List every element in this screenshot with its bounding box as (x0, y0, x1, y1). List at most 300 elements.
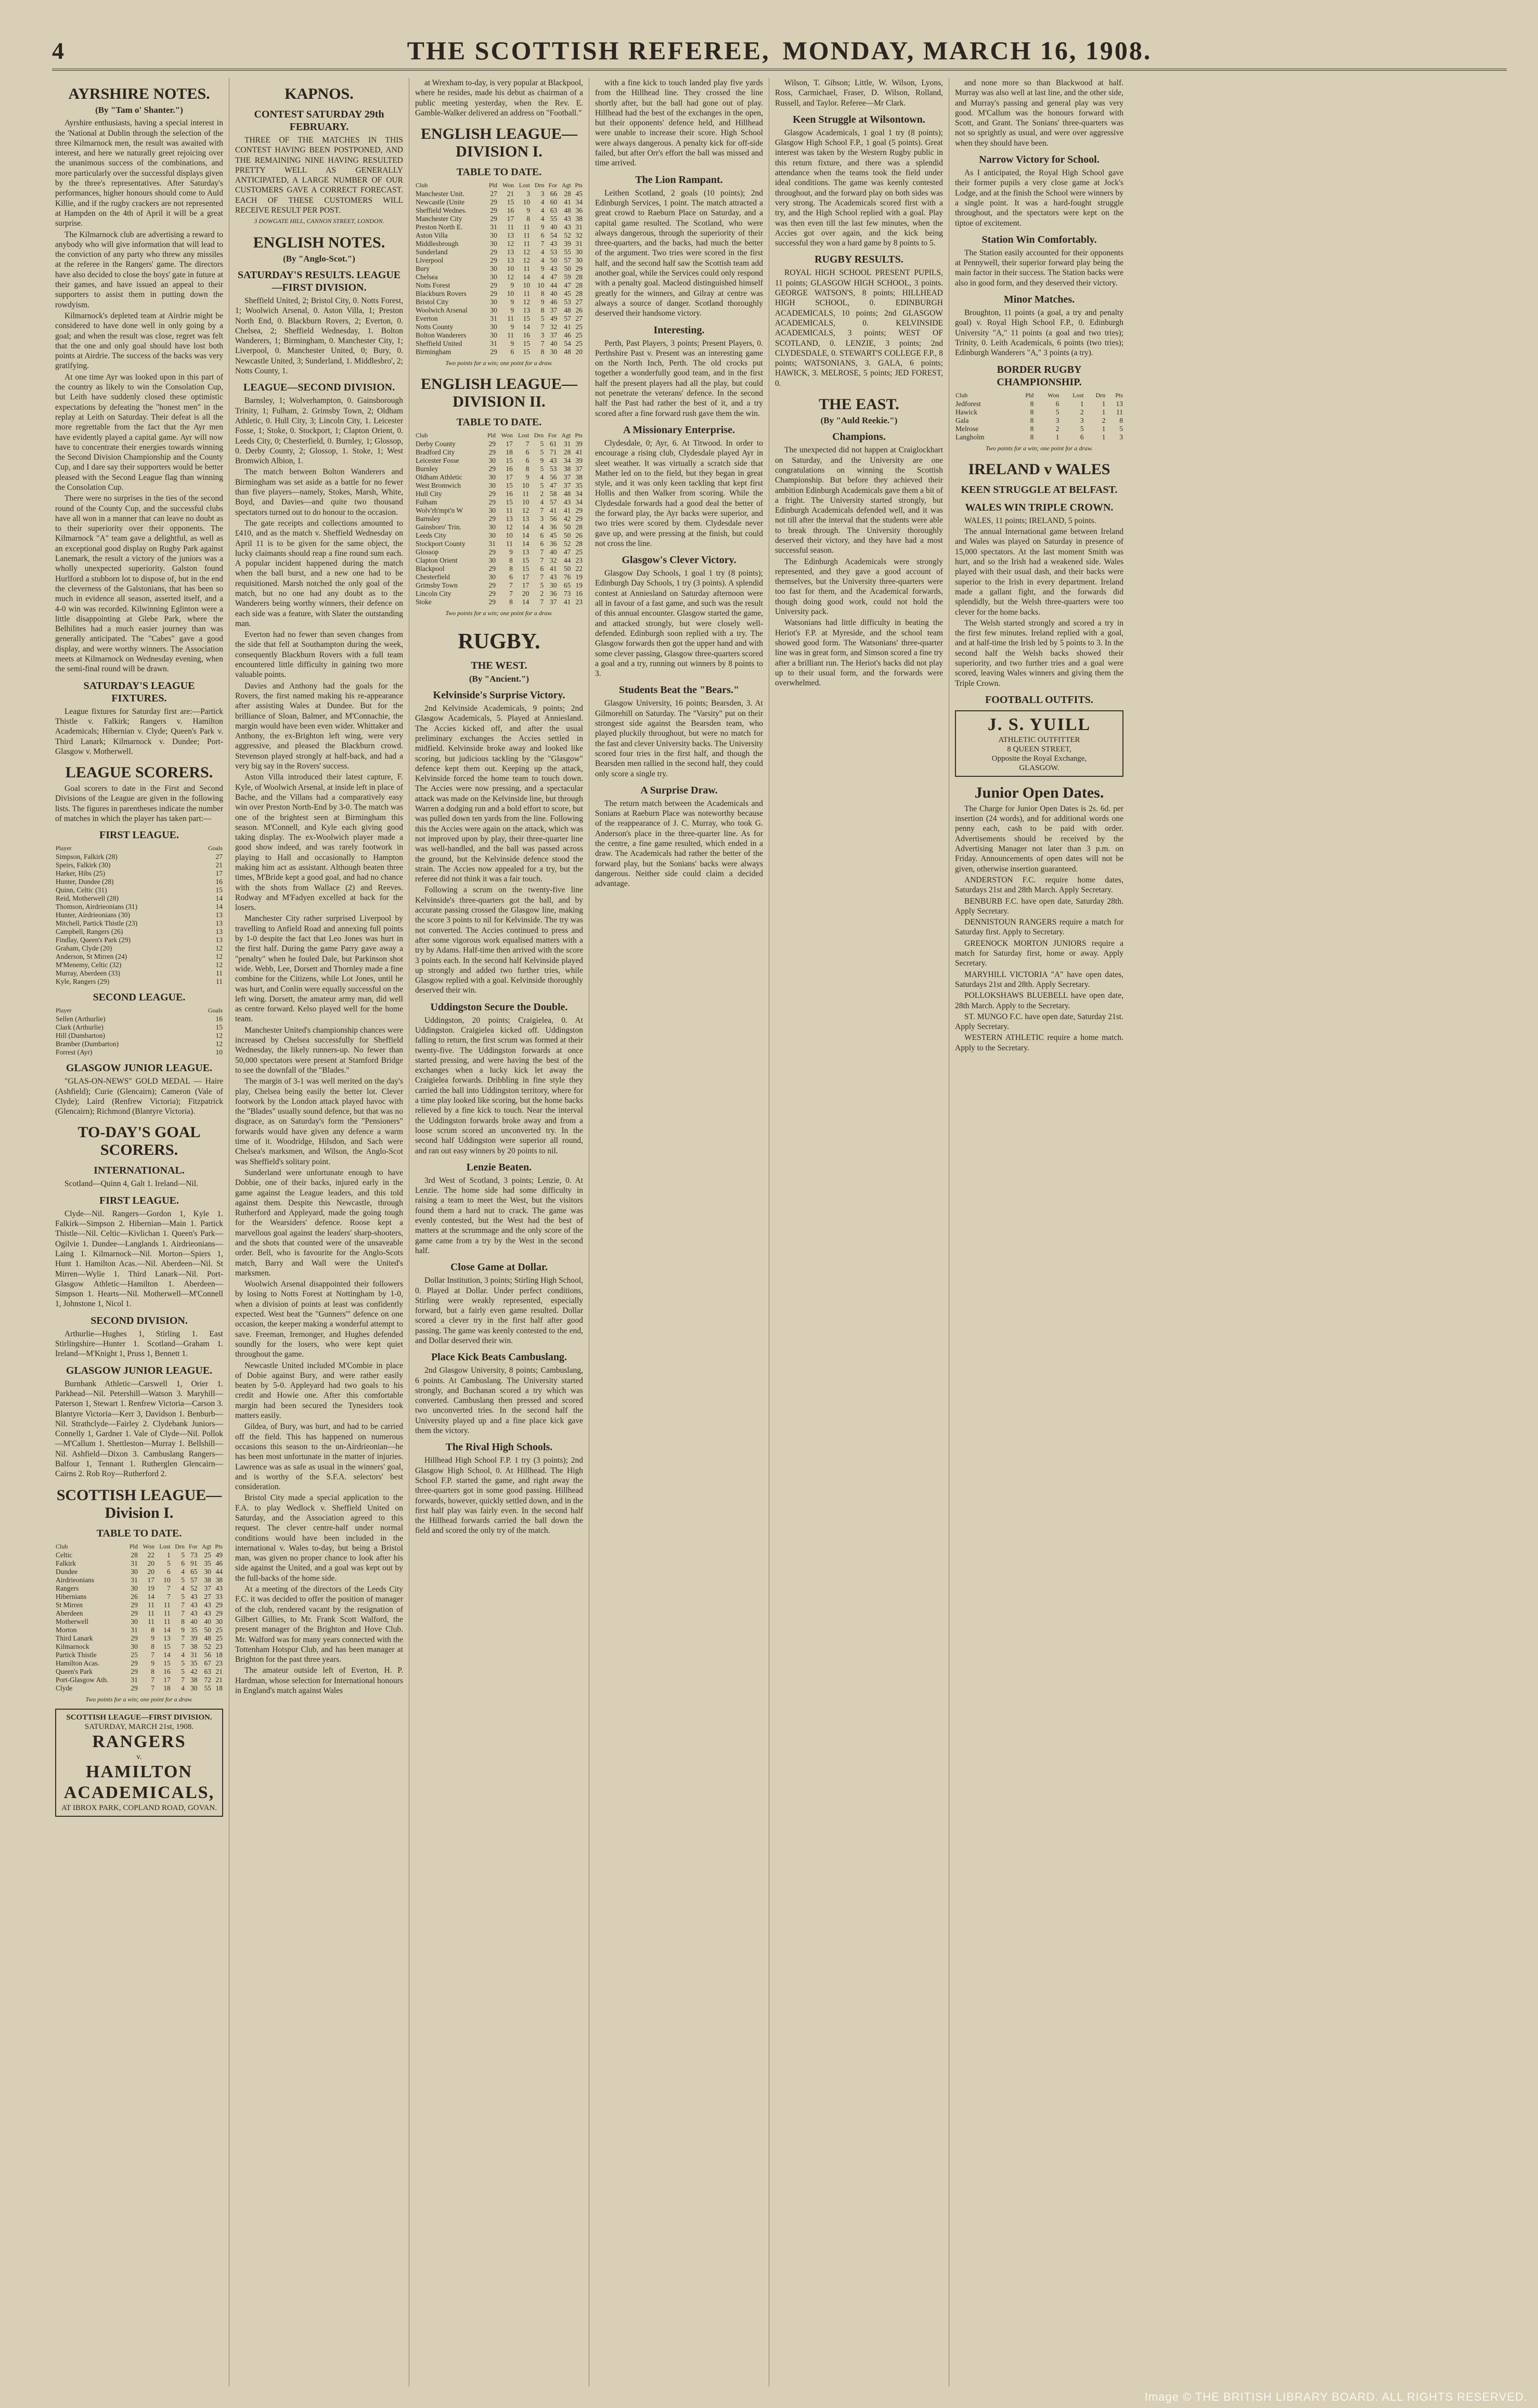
table-cell: Aberdeen (56, 1609, 83, 1617)
table-row (55, 1659, 223, 1668)
table-cell: 17 (522, 573, 529, 581)
table-cell: 7 (540, 548, 544, 556)
table-cell: Fulham (416, 498, 437, 506)
table-cell: 30 (190, 1684, 198, 1692)
table-cell: 39 (564, 240, 571, 248)
table-header-row (955, 391, 1123, 400)
table-cell: Jedforest (955, 399, 981, 408)
league-table (415, 180, 583, 356)
table-cell: 56 (549, 515, 557, 523)
table-cell: 3 (540, 515, 544, 523)
table-cell: 30 (490, 265, 497, 273)
table-cell: 11 (523, 240, 531, 248)
table-cell: Queen's Park (56, 1667, 93, 1675)
table-cell: 29 (131, 1684, 138, 1692)
table-cell: 3 (540, 331, 545, 340)
table-cell: 35 (190, 1659, 198, 1667)
table-cell: 18 (506, 448, 513, 457)
table-cell: Newcastle (Unite (416, 198, 465, 206)
table-cell: 31 (131, 1675, 138, 1684)
table-cell: 29 (215, 1609, 223, 1617)
table-cell: 14 (522, 598, 529, 606)
table-cell: 16 (506, 465, 513, 473)
table-cell: 42 (190, 1667, 198, 1675)
article-headline: LEAGUE SCORERS. (65, 764, 213, 782)
table-cell: 11 (523, 290, 531, 298)
table-cell: 46 (550, 298, 558, 306)
table-cell: 28 (575, 273, 583, 281)
table-cell: Port-Glasgow Ath. (56, 1675, 109, 1684)
table-cell: 44 (563, 556, 571, 565)
table-cell: 6 (540, 231, 545, 240)
table-cell: 23 (215, 1659, 223, 1667)
section-subhead: SECOND LEAGUE. (93, 992, 186, 1004)
table-cell: 10 (522, 481, 529, 490)
table-cell: 5 (181, 1667, 185, 1675)
table-cell: 12 (215, 1040, 223, 1048)
table-cell: 27 (204, 1592, 211, 1600)
table-cell: 10 (506, 531, 513, 540)
table-cell: Glossop (416, 548, 439, 556)
paragraph: Leithen Scotland, 2 goals (10 points); 2nd Edinburgh Services, 1 point. The match attracted a great crowd to Raeburn Place on Saturday, and a capital game resulted. The Scotland, who were always dangerous, through the superiority of their three-quarters, and the backs, had much the better of the argument. Two tries were scored in the first half, and the second half saw the Scottish team add another goal, while the Services could only respond with a penalty goal. Macleod distinguished himself greatly for the winners, and Gilray at centre was always a source of danger. Scotland thoroughly deserved their handsome victory. (595, 188, 763, 318)
column-header: Club (416, 181, 428, 189)
table-cell: 29 (488, 598, 496, 606)
table-row (415, 498, 583, 506)
table-cell: 15 (506, 481, 513, 490)
table-cell: 50 (563, 565, 571, 573)
paragraph: Scotland—Quinn 4, Galt 1. Ireland—Nil. (64, 1179, 198, 1189)
table-cell: 56 (204, 1650, 211, 1659)
table-header-row (55, 1542, 223, 1551)
table-cell: 13 (215, 911, 223, 919)
article-headline: SCOTTISH LEAGUE—Division I. (56, 1486, 222, 1521)
article-headline: IRELAND v WALES (968, 460, 1110, 478)
table-cell: Bradford City (416, 448, 455, 457)
paragraph: Dollar Institution, 3 points; Stirling High School, 0. Played at Dollar. Under perfect conditions, Stirling were weakly represented, especially forward, but a fairly even game resulted. Dollar scored a clever try in the first half after good passing. The game was keenly contested to the end, and Dollar deserved their win. (415, 1276, 583, 1345)
paragraph: and none more so than Blackwood at half. Murray was also well at last line, and the other side, and Murray's passing and general play was very good. M'Callum was the honours forward with Scott, and Grant. The Sonians' three-quarters was not so sprightly as usual, and were over aggressive when they should have been. (955, 79, 1123, 148)
table-row (55, 1568, 223, 1576)
section-subhead: TABLE TO DATE. (456, 416, 542, 428)
section-subhead: Keen Struggle at Wilsontown. (793, 113, 925, 125)
table-cell: 20 (147, 1559, 154, 1567)
table-cell: 20 (522, 590, 529, 598)
table-cell: Partick Thistle (56, 1650, 97, 1659)
table-row (55, 1601, 223, 1609)
paper-title (114, 35, 1444, 66)
table-cell: Sheffield United (416, 340, 462, 348)
table-cell: 31 (563, 440, 571, 448)
article-headline: TO-DAY'S GOAL SCORERS. (77, 1124, 201, 1159)
table-cell: Bolton Wanderers (416, 331, 467, 340)
table-cell: 55 (204, 1684, 211, 1692)
table-cell: 43 (564, 223, 571, 231)
table-row (55, 878, 223, 886)
table-cell: 7 (540, 340, 545, 348)
table-footnote: Two points for a win; one point for a draw. (85, 1695, 193, 1703)
table-cell: 4 (540, 473, 544, 481)
table-cell: 29 (488, 590, 496, 598)
article-columns (49, 78, 1521, 2387)
table-cell: 29 (575, 506, 583, 515)
table-cell: West Bromwich (416, 481, 461, 490)
table-cell: 12 (507, 273, 514, 281)
table-cell: 8 (1030, 408, 1034, 416)
table-cell: 4 (540, 248, 545, 256)
table-cell: 1 (1102, 424, 1106, 433)
table-row (415, 256, 583, 265)
table-cell: 41 (564, 323, 571, 331)
table-cell: 41 (563, 598, 571, 606)
table-cell: 30 (490, 231, 497, 240)
column-header: Pts (1115, 391, 1123, 399)
table-cell: 34 (575, 490, 583, 498)
table-cell: 8 (540, 348, 545, 356)
table-cell: 39 (190, 1634, 198, 1642)
table-cell: 4 (181, 1684, 185, 1692)
column-header: Agt (561, 181, 571, 189)
table-cell: 40 (190, 1617, 198, 1625)
table-cell: 54 (564, 340, 571, 348)
table-cell: 52 (204, 1642, 211, 1650)
table-cell: 29 (490, 290, 497, 298)
table-cell: 4 (540, 206, 545, 215)
table-cell: 37 (204, 1584, 211, 1592)
table-cell: 43 (563, 498, 571, 506)
section-subhead: The Rival High Schools. (445, 1441, 553, 1453)
table-cell: 7 (540, 598, 544, 606)
table-row (55, 1668, 223, 1676)
page-number: 4 (52, 37, 64, 64)
table-cell: 11 (216, 978, 223, 986)
table-cell: 13 (215, 919, 223, 928)
table-cell: 29 (575, 515, 583, 523)
table-cell: 43 (215, 1584, 223, 1592)
table-cell: 11 (147, 1609, 154, 1617)
table-cell: 7 (540, 240, 545, 248)
table-cell: 8 (151, 1667, 154, 1675)
paragraph: WESTERN ATHLETIC require a home match. Apply to the Secretary. (955, 1033, 1123, 1052)
table-cell: 13 (522, 515, 529, 523)
byline: (By "Auld Reekie.") (820, 415, 898, 426)
table-cell: 13 (163, 1634, 171, 1642)
table-cell: 57 (549, 498, 557, 506)
table-footnote: Two points for a win; one point for a draw. (445, 609, 553, 617)
table-row (415, 531, 583, 540)
table-cell: 30 (575, 256, 583, 265)
table-cell: 15 (523, 315, 531, 323)
table-cell: Barnsley (416, 515, 441, 523)
table-cell: 6 (540, 565, 544, 573)
table-cell: Hunter, Airdrieonians (30) (56, 911, 131, 919)
table-cell: Birmingham (416, 348, 451, 356)
table-cell: 38 (563, 465, 571, 473)
table-row (55, 1618, 223, 1626)
table-cell: 15 (163, 1642, 171, 1650)
byline: (By "Ancient.") (469, 673, 529, 684)
table-row (55, 886, 223, 894)
table-cell: Hunter, Dundee (28) (56, 878, 114, 886)
table-cell: 14 (522, 531, 529, 540)
table-row (55, 894, 223, 903)
table-cell: 27 (490, 190, 497, 198)
table-cell: 6 (509, 573, 513, 581)
table-cell: 31 (488, 540, 496, 548)
table-row (55, 1559, 223, 1568)
paragraph: Barnsley, 1; Wolverhampton, 0. Gainsborough Trinity, 1; Fulham, 2. Grimsby Town, 2; Oldham Athletic, 0. Hull City, 3; Lincoln City, 1. Leicester Fosse, 1; Stoke, 0. Stockport, 1; Clapton Orient, 0. Leeds City, 0; Chesterfield, 0. Burnley, 1; Glossop, 0. Derby County, 2; Glossop, 1. Stoke, 1; West Bromwich Albion, 1. (235, 396, 403, 466)
table-cell: 17 (522, 581, 529, 590)
table-cell: 29 (488, 490, 496, 498)
table-row (955, 416, 1123, 425)
paragraph: ANDERSTON F.C. require home dates, Saturdays 21st and 28th March. Apply Secretary. (955, 875, 1123, 895)
table-cell: 39 (575, 457, 583, 465)
table-cell: 30 (488, 473, 496, 481)
advertisement-text: SATURDAY, MARCH 21st, 1908. (84, 1722, 194, 1731)
table-cell: 30 (490, 323, 497, 331)
paragraph: Aston Villa introduced their latest capture, F. Kyle, of Woolwich Arsenal, at inside left in place of Bache, and the Villans had a comparatively easy win over Preston North-End by 3-0. The match was one of the brightest seen at Birmingham this season. M'Connell, and Kyle each giving good taking display. The ex-Woolwich player made a good show indeed, and was rarely footwork in playing to Hall and occasionally to Hampton making him act as assistant. Although beaten three times, M'Bride kept a good goal, and had no chance with the shots from Wallace (2) and Reeves. Rodway and M'Fadyen excelled at back for the losers. (235, 773, 403, 913)
table-cell: 38 (575, 215, 583, 223)
advertisement-text: HAMILTON ACADEMICALS, (63, 1762, 215, 1802)
table-cell: 21 (215, 1675, 223, 1684)
paragraph: Clyde—Nil. Rangers—Gordon 1, Kyle 1. Falkirk—Simpson 2. Hibernian—Main 1. Partick Thistle—Nil. Celtic—Kivlichan 1. Queen's Park—Ogilvie 1. Dundee—Langlands 1. Airdrieonians—Laing 1. Kilmarnock—Nil. Morton—Spiers 1, Hunt 1. Hamilton Acas.—Nil. Aberdeen—Nil. St Mirren—Wylie 1. Third Lanark—Nil. Port-Glasgow Athletic—Hamilton 1. Aberdeen—Simpson 1. Hearts—Nil. Motherwell—M'Connell 1, Johnstone 1, Nicol 1. (55, 1209, 223, 1309)
table-cell: 30 (215, 1617, 223, 1625)
table-cell: 14 (163, 1625, 171, 1634)
section-subhead: A Surprise Draw. (640, 784, 718, 796)
table-cell: 11 (163, 1617, 171, 1625)
table-cell: 7 (540, 506, 544, 515)
table-cell: 28 (575, 281, 583, 290)
table-cell: 38 (190, 1675, 198, 1684)
column-header: Won (1048, 391, 1059, 399)
section-subhead: Place Kick Beats Cambuslang. (431, 1351, 567, 1363)
paragraph: Glasgow Academicals, 1 goal 1 try (8 points); Glasgow High School F.P., 1 goal (5 points). Great interest was taken by the Western Rugby public in this return fixture, and there was a splendid attendance when the teams took the field under ideal conditions. The game was keenly contested throughout, and the forward play on both sides was very strong. The Academicals scored first with a try, and the High School replied with a goal. Play was then even till the last few minutes, when the Accies got over again, and the kick being successful they won a hard game by 8 points to 5. (775, 128, 943, 248)
column-header: Won (143, 1542, 154, 1550)
table-cell: Reid, Motherwell (28) (56, 894, 119, 903)
table-cell: 1 (166, 1551, 171, 1559)
paragraph: The return match between the Academicals and Sonians at Raeburn Place was noteworthy because of the reappearance of J. C. Murray, who took G. Anderson's place in the three-quarter line. As for the centre, a fine game resulted, which ended in a draw. The Academicals had rather the better of the forward play, but the Sonians' backs were always dangerous. Neither side could claim a decided advantage. (595, 799, 763, 889)
table-footnote: 3 DOWGATE HILL, CANNON STREET, LONDON. (254, 217, 384, 225)
table-cell: 8 (509, 565, 513, 573)
table-cell: 20 (575, 348, 583, 356)
table-cell: 48 (564, 306, 571, 315)
table-cell: Falkirk (56, 1559, 76, 1567)
table-cell: 5 (540, 440, 544, 448)
table-cell: 2 (1055, 424, 1059, 433)
table-cell: 3 (540, 190, 545, 198)
table-cell: 19 (575, 573, 583, 581)
table-cell: Sellen (Arthurlie) (56, 1015, 106, 1023)
table-cell: 13 (507, 231, 514, 240)
table-cell: 28 (575, 540, 583, 548)
table-cell: Third Lanark (56, 1634, 93, 1642)
table-cell: 6 (540, 531, 544, 540)
table-cell: 36 (549, 523, 557, 531)
section-subhead: FOOTBALL OUTFITS. (985, 694, 1093, 706)
table-row (415, 190, 583, 198)
table-cell: 16 (575, 590, 583, 598)
table-cell: 31 (575, 240, 583, 248)
table-cell: 4 (181, 1650, 185, 1659)
paragraph: Newcastle United included M'Combie in place of Dobie against Bury, and were rather easily beaten by 5-0. Appleyard had two goals to his credit and Howie one. After this comfortable margin had been secured the Tynesiders took matters easily. (235, 1361, 403, 1421)
table-cell: 11 (523, 231, 531, 240)
table-cell: 10 (507, 290, 514, 298)
table-cell: 5 (181, 1576, 185, 1584)
table-cell: 13 (506, 515, 513, 523)
table-cell: 61 (549, 440, 557, 448)
table-cell: 32 (550, 323, 558, 331)
table-cell: 45 (564, 290, 571, 298)
table-row (955, 400, 1123, 408)
table-cell: Clark (Arthurlie) (56, 1023, 104, 1032)
table-cell: 27 (575, 298, 583, 306)
table-cell: 29 (490, 206, 497, 215)
table-cell: 46 (564, 331, 571, 340)
table-cell: Blackburn Rovers (416, 290, 467, 298)
table-cell: 49 (550, 315, 558, 323)
table-cell: 7 (181, 1634, 185, 1642)
table-cell: St Mirren (56, 1600, 83, 1609)
table-cell: 4 (540, 256, 545, 265)
paragraph: The margin of 3-1 was well merited on the day's play, Chelsea being easily the better lot. Clever footwork by the London attack played havoc with the "Blades" usually sound defence, but that was no disgrace, as on Saturday's form the "Pensioners" forwards would have given any defence a warm time of it. Woodridge, Hilsdon, and Sach were Chelsea's marksmen, and Wilson, the Anglo-Scot was Sheffield's solitary point. (235, 1077, 403, 1166)
table-row (55, 978, 223, 986)
table-row (415, 440, 583, 448)
table-cell: 73 (563, 590, 571, 598)
table-cell: 9 (509, 548, 513, 556)
byline: (By "Anglo-Scot.") (283, 253, 355, 264)
table-cell: 40 (550, 223, 558, 231)
table-cell: 45 (575, 190, 583, 198)
column-header: Pld (487, 432, 496, 439)
table-cell: 38 (204, 1576, 211, 1584)
column-6 (949, 78, 1129, 2387)
table-cell: 32 (549, 556, 557, 565)
table-cell: 23 (575, 556, 583, 565)
table-cell: 6 (166, 1567, 171, 1576)
table-cell: 47 (563, 548, 571, 556)
table-cell: 31 (490, 340, 497, 348)
table-cell: 5 (181, 1659, 185, 1667)
table-cell: 30 (488, 481, 496, 490)
table-cell: 7 (181, 1600, 185, 1609)
column-header: Club (56, 1542, 68, 1550)
section-subhead: Glasgow's Clever Victory. (622, 554, 736, 566)
table-cell: Airdrieonians (56, 1576, 95, 1584)
table-cell: 26 (575, 531, 583, 540)
table-cell: 63 (204, 1667, 211, 1675)
table-cell: 6 (1055, 399, 1059, 408)
table-cell: 6 (1080, 433, 1084, 441)
table-cell: 41 (564, 198, 571, 206)
table-row (55, 928, 223, 936)
section-subhead: Minor Matches. (1003, 294, 1075, 306)
table-cell: Gala (955, 416, 969, 424)
section-subhead: Interesting. (653, 324, 705, 336)
table-cell: 29 (490, 215, 497, 223)
table-cell: 26 (131, 1592, 138, 1600)
table-cell: 43 (549, 457, 557, 465)
section-subhead: BORDER RUGBY CHAMPIONSHIP. (997, 363, 1082, 388)
table-cell: 4 (540, 523, 544, 531)
table-cell: 34 (575, 198, 583, 206)
paragraph: 3rd West of Scotland, 3 points; Lenzie, 0. At Lenzie. The home side had some difficulty in raising a team to meet the West, but the visitors found them a hard nut to crack. The game was evenly contested, but the West had the best of matters at the scrummage and the only score of the game came from a try by the West in the second half. (415, 1176, 583, 1255)
table-row (55, 1048, 223, 1057)
table-cell: 2 (540, 590, 544, 598)
table-cell: 13 (507, 256, 514, 265)
column-header: Won (502, 181, 514, 189)
table-row (415, 556, 583, 565)
table-cell: Woolwich Arsenal (416, 306, 468, 315)
table-cell: 11 (507, 315, 514, 323)
table-cell: 6 (540, 540, 544, 548)
table-cell: 44 (215, 1567, 223, 1576)
advertisement (955, 710, 1123, 777)
table-header-row (55, 1006, 223, 1015)
table-cell: 14 (163, 1650, 171, 1659)
table-cell: 47 (550, 273, 558, 281)
table-cell: 13 (522, 548, 529, 556)
table-cell: Chelsea (416, 273, 438, 281)
column-2 (229, 78, 409, 2387)
table-cell: 9 (525, 473, 529, 481)
table-cell: 57 (564, 315, 571, 323)
table-row (415, 198, 583, 206)
table-cell: 14 (215, 894, 223, 903)
table-cell: 11 (506, 540, 513, 548)
paragraph: Hillhead High School F.P. 1 try (3 points); 2nd Glasgow High School, 0. At Hillhead. The High School F.P. started the game, and right away the three-quarters got in some good passing. Hillhead forwards, however, quickly settled down, and in the first half play was fairly even. In the second half the Hillhead forwards carried the ball down the field and scored the only try of the match. (415, 1456, 583, 1535)
table-cell: 10 (163, 1576, 171, 1584)
paragraph: The Station easily accounted for their opponents at Pennywell, their superior forward play being the main factor in their success. The Station backs were also in good form, and they deserved their victory. (955, 248, 1123, 288)
table-cell: 5 (540, 581, 544, 590)
table-row (55, 903, 223, 911)
table-cell: 48 (564, 348, 571, 356)
table-cell: 57 (190, 1576, 198, 1584)
table-cell: 8 (1030, 416, 1034, 424)
table-cell: 30 (490, 306, 497, 315)
paragraph: At one time Ayr was looked upon in this part of the country as likely to win the Consolation Cup, but Leith have suddenly closed these optimistic expectations by defeating the "honest men" in the replay at Leith on Saturday. Their defeat is all the more regrettable from the fact that the Ayr men have evidently played a capital game. Ayr will now have to concentrate their energies towards winning the Second Division Championship and the County Cup, and I dare say their supporters would be better pleased with the Second League flag than winning the Consolation Cup. (55, 372, 223, 492)
table-cell: Aston Villa (416, 231, 448, 240)
paragraph: The Edinburgh Academicals were strongly represented, and they gave a good account of themselves, but the University three-quarters were too fast for them, and the Academical forwards, though doing good work, could not hold the University pack. (775, 557, 943, 617)
table-row (415, 548, 583, 556)
table-cell: 12 (215, 953, 223, 961)
table-row (415, 523, 583, 531)
table-cell: 36 (549, 590, 557, 598)
article-headline: AYRSHIRE NOTES. (68, 85, 210, 102)
table-cell: 30 (490, 331, 497, 340)
table-cell: 7 (509, 590, 513, 598)
table-cell: 7 (151, 1684, 154, 1692)
paragraph: There were no surprises in the ties of the second round of the County Cup, and the successful clubs have all won in a manner that can leave no doubt as to their superiority over their opponents. The Kilmarnock "A" team gave a delightful, as well as an exceptional good display on Rugby Park against Lanemark, the result a victory of the juniors was a wholly unexpected superiority. Galston found Hurlford a stubborn lot to dispose of, but in the end the cleverness of the Galstonians, that has been so much in evidence all season, asserted itself, and a 4-0 win was recorded. Kilwinning Eglinton were a little disappointing at Glebe Park, where the Belhilites had a much easier journey than was generally anticipated. The "Cabes" gave a good display, and were worthy winners. The Association meets at Kilmarnock on Wednesday evening, when the semi-final round will be drawn. (55, 494, 223, 674)
table-cell: Everton (416, 315, 438, 323)
table-cell: 11 (163, 1609, 171, 1617)
paragraph: ST. MUNGO F.C. have open date, Saturday 21st. Apply Secretary. (955, 1012, 1123, 1032)
table-cell: 73 (190, 1551, 198, 1559)
table-cell: Speirs, Falkirk (30) (56, 861, 111, 869)
table-cell: 25 (215, 1634, 223, 1642)
table-row (55, 1643, 223, 1651)
column-header: Agt (201, 1542, 211, 1550)
table-cell: 50 (563, 531, 571, 540)
table-row (55, 1651, 223, 1659)
table-cell: 63 (550, 206, 558, 215)
table-row (55, 1593, 223, 1601)
copyright-notice: Image © THE BRITISH LIBRARY BOARD. ALL RIGHTS RESERVED. (1144, 2390, 1528, 2403)
paragraph: The match between Bolton Wanderers and Birmingham was set aside as a battle for no fewer than five players—namely, Stokes, Marsh, White, Boyd, and Davies—and quite two thousand spectators turned out to do honour to the occasion. (235, 467, 403, 517)
table-cell: 6 (181, 1559, 185, 1567)
article-headline: THE EAST. (819, 396, 899, 413)
table-row (55, 919, 223, 928)
table-cell: 43 (190, 1592, 198, 1600)
table-row (415, 248, 583, 256)
paragraph: The unexpected did not happen at Craiglockhart on Saturday, and the University are one congratulations on winning the Scottish Championship. But before they achieved their ambition Edinburgh Academicals gave them a bit of a fright. The University started strongly, but Edinburgh Academicals defended well, and it was not till after the interval that the students were able to break through. The University thoroughly deserved their victory, and they have had a most successful season. (775, 446, 943, 555)
